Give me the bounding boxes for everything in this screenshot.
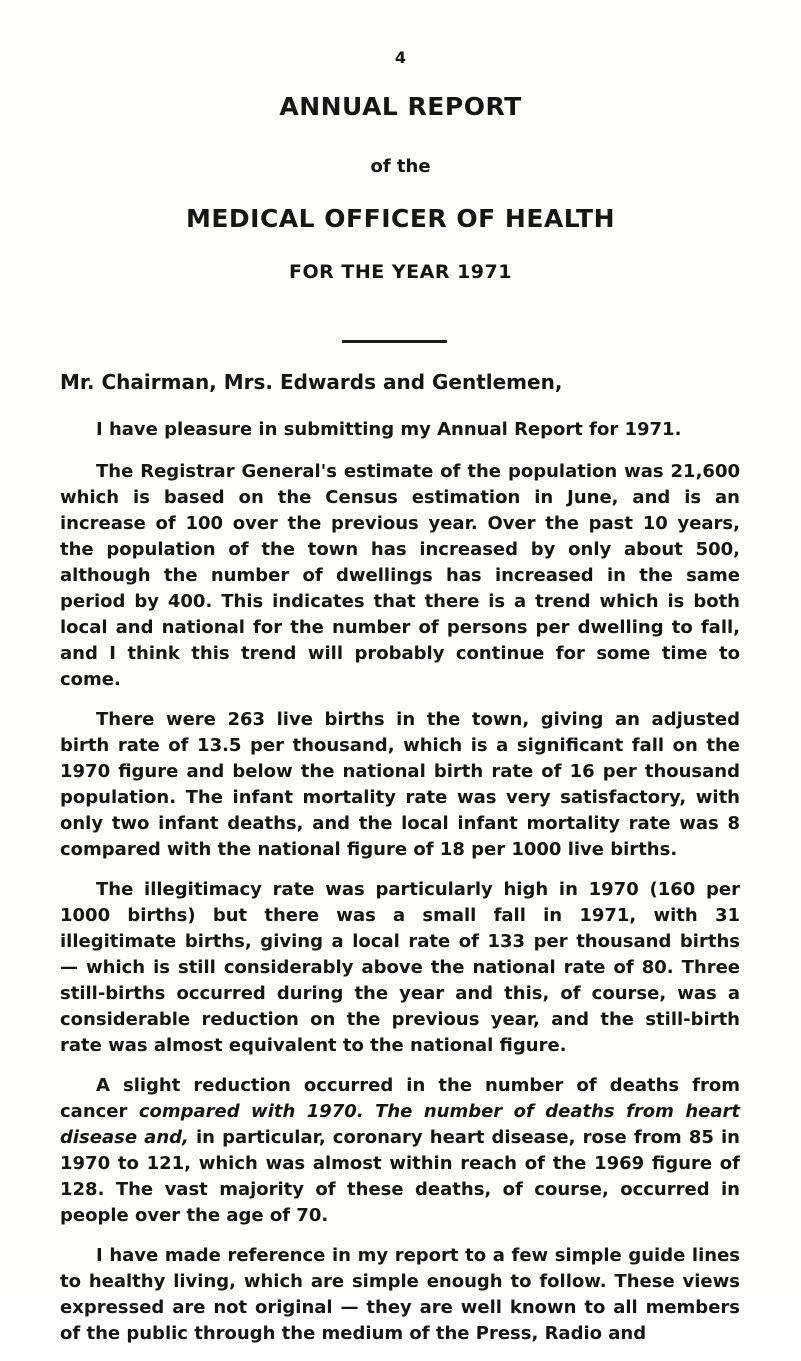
title-divider bbox=[342, 340, 447, 343]
paragraph-6: I have made reference in my report to a few simple guide lines to healthy living, which are simple enough to follow. These views expressed are not original — they are well known to all members of the public through the medium of the Press, Radio and bbox=[60, 1245, 740, 1344]
salutation: Mr. Chairman, Mrs. Edwards and Gentlemen, bbox=[60, 370, 563, 394]
paragraph-5-rest: in particular, coronary heart disease, rose from 85 in 1970 to 121, which was almost within reach of the 1969 figure of 128. The vast majority of these deaths, of course, occurred in people over the age of 70. bbox=[60, 1127, 740, 1226]
paragraph-3: There were 263 live births in the town, giving an adjusted birth rate of 13.5 per thousand, which is a significant fall on the 1970 figure and below the national birth rate of 16 per thousand population. The infant mortality rate was very satisfactory, with only two infant deaths, and the local infant mortality rate was 8 compared with the national figure of 18 per 1000 live births. bbox=[60, 709, 740, 860]
report-subtitle-of-the: of the bbox=[370, 156, 431, 177]
paragraph-1: I have pleasure in submitting my Annual Report for 1971. bbox=[96, 419, 682, 440]
report-body bbox=[60, 417, 740, 1361]
paragraph-5-italic: compared with 1970. The number of deaths from heart disease and, bbox=[60, 1101, 740, 1148]
paragraph-2: The Registrar General's estimate of the population was 21,600 which is based on the Census estimation in June, and is an increase of 100 over the previous year. Over the past 10 years, the population of the town has increased by only about 500, although the number of dwellings has increased in the same period by 400. This indicates that there is a trend which is both local and national for the number of persons per dwelling to fall, and I think this trend will probably continue for some time to come. bbox=[60, 461, 740, 690]
paragraph-5-start: A slight reduction occurred in the number of deaths from cancer bbox=[60, 1075, 740, 1122]
report-year: FOR THE YEAR 1971 bbox=[289, 261, 512, 283]
report-title-officer: MEDICAL OFFICER OF HEALTH bbox=[185, 204, 616, 233]
paragraph-5 bbox=[60, 1073, 740, 1229]
page-number: 4 bbox=[394, 48, 407, 67]
paragraph-4: The illegitimacy rate was particularly high in 1970 (160 per 1000 births) but there was a small fall in 1971, with 31 illegitimate births, giving a local rate of 133 per thousand births — which is still considerably above the national rate of 80. Three still-births occurred during the year and this, of course, was a considerable reduction on the previous year, and the still-birth rate was almost equivalent to the national figure. bbox=[60, 879, 740, 1056]
report-title: ANNUAL REPORT bbox=[279, 92, 522, 121]
